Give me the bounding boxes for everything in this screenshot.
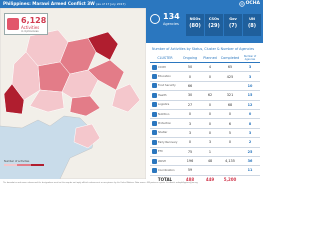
org-tile-gov — [224, 14, 242, 36]
agency-value: 134 — [163, 12, 180, 21]
planned-cell: 0 — [200, 128, 220, 137]
page-title — [3, 0, 126, 8]
agencies-cell: 36 — [240, 156, 260, 165]
agencies-cell: 2 — [240, 138, 260, 147]
agencies-cell: 3 — [240, 63, 260, 72]
planned-cell — [200, 166, 220, 175]
ongoing-cell: 50 — [180, 63, 200, 72]
cluster-name: Logistics — [158, 100, 180, 109]
title-text: Philippines: Marawi Armed Conflict 3W — [3, 1, 95, 6]
completed-cell: 321 — [220, 91, 240, 100]
ongoing-cell: 66 — [180, 81, 200, 90]
table-row — [150, 166, 260, 175]
cluster-icon-cell — [150, 109, 158, 118]
cluster-name: Education — [158, 72, 180, 81]
table-row — [150, 138, 260, 147]
agencies-cell: 12 — [240, 100, 260, 109]
completed-cell — [220, 147, 240, 156]
header-bar — [0, 0, 263, 8]
table-row — [150, 100, 260, 109]
agency-summary — [146, 8, 263, 43]
table-title: Number of Activities by Status, Cluster & Number of Agencies — [152, 47, 255, 51]
globe-icon — [239, 1, 245, 7]
table-row — [150, 109, 260, 118]
food-security-icon — [152, 83, 157, 88]
agencies-cell: 3 — [240, 72, 260, 81]
completed-cell: 65 — [220, 63, 240, 72]
health-icon — [152, 93, 157, 98]
col-header-cluster: CLUSTER — [150, 54, 180, 63]
wash-icon — [152, 159, 157, 164]
activities-stat — [4, 13, 48, 35]
org-tile-label: Gov — [229, 17, 237, 21]
ongoing-cell: 0 — [180, 109, 200, 118]
agencies-cell: 11 — [240, 166, 260, 175]
planned-cell — [200, 81, 220, 90]
legend-scale — [4, 164, 44, 166]
table-row — [150, 156, 260, 165]
org-tile-ngos — [186, 14, 204, 36]
cluster-name: Nutrition — [158, 109, 180, 118]
cluster-icon-cell — [150, 128, 158, 137]
total-planned: 449 — [200, 175, 220, 184]
early-recovery-icon — [152, 140, 157, 145]
cluster-icon-cell — [150, 147, 158, 156]
completed-cell: 6 — [220, 119, 240, 128]
ongoing-cell: 27 — [180, 100, 200, 109]
planned-cell: 0 — [200, 72, 220, 81]
logistics-icon — [152, 102, 157, 107]
logo-text: OCHA — [245, 1, 260, 6]
cluster-icon-cell — [150, 81, 158, 90]
planned-cell: 62 — [200, 91, 220, 100]
table-row — [150, 72, 260, 81]
ocha-logo — [239, 1, 260, 7]
total-completed: 5,200 — [220, 175, 240, 184]
footer-note: The boundaries and names shown and the designations used on this map do not imply official endorsement or acceptance by the United Nations. Data source: 3W partners reports. Feedback: ochaphilippines@un.org — [3, 182, 198, 184]
education-icon — [152, 74, 157, 79]
table-row — [150, 63, 260, 72]
shelter-icon — [152, 130, 157, 135]
cluster-name: Shelter — [158, 128, 180, 137]
cluster-name: Health — [158, 91, 180, 100]
ongoing-cell: 3 — [180, 128, 200, 137]
ongoing-cell: 0 — [180, 72, 200, 81]
org-tile-value: (80) — [189, 23, 201, 29]
ongoing-cell: 3 — [180, 119, 200, 128]
ongoing-cell: 30 — [180, 91, 200, 100]
col-header-completed: Completed — [220, 54, 240, 63]
col-header-ongoing: Ongoing — [180, 54, 200, 63]
agencies-cell: 25 — [240, 147, 260, 156]
cluster-name: Food Security — [158, 81, 180, 90]
completed-cell — [220, 81, 240, 90]
org-tile-value: (8) — [247, 23, 257, 29]
cluster-name: Early Recovery — [158, 138, 180, 147]
completed-cell — [220, 166, 240, 175]
planned-cell: 0 — [200, 109, 220, 118]
planned-cell: 48 — [200, 156, 220, 165]
completed-cell: 4,135 — [220, 156, 240, 165]
col-header-agencies: Number of Agencies — [240, 54, 260, 63]
cluster-icon-cell — [150, 91, 158, 100]
table-row — [150, 147, 260, 156]
ongoing-cell: 75 — [180, 147, 200, 156]
planned-cell: 4 — [200, 63, 220, 72]
total-ongoing: 488 — [180, 175, 200, 184]
table-row — [150, 128, 260, 137]
activity-icon — [7, 18, 19, 30]
legend-swatch-low — [4, 164, 17, 166]
people-icon — [150, 14, 160, 24]
cluster-name: WASH — [158, 156, 180, 165]
ongoing-cell: 59 — [180, 166, 200, 175]
planned-cell: 3 — [200, 138, 220, 147]
cluster-icon-cell — [150, 166, 158, 175]
activities-sub: in 4 provinces — [21, 30, 39, 33]
table-row — [150, 119, 260, 128]
cluster-name: Coordination — [158, 166, 180, 175]
table-row — [150, 81, 260, 90]
agencies-cell: 3 — [240, 128, 260, 137]
completed-cell: 0 — [220, 109, 240, 118]
cluster-icon-cell — [150, 156, 158, 165]
cluster-icon-cell — [150, 119, 158, 128]
ongoing-cell: 0 — [180, 138, 200, 147]
agencies-cell: 10 — [240, 81, 260, 90]
org-tile-label: UN — [249, 17, 255, 21]
activities-table — [150, 54, 260, 184]
stats-panel — [146, 8, 263, 183]
org-tile-label: CSOs — [208, 17, 220, 21]
cluster-icon-cell — [150, 138, 158, 147]
activities-count: 6,128 — [21, 16, 47, 25]
table-row — [150, 91, 260, 100]
legend-swatch-high — [31, 164, 44, 166]
protection-icon — [152, 121, 157, 126]
ongoing-cell: 196 — [180, 156, 200, 165]
cluster-icon-cell — [150, 72, 158, 81]
cluster-name: Protection — [158, 119, 180, 128]
title-date: (as of 17 July 2017) — [96, 2, 126, 6]
cluster-name: ETC — [158, 147, 180, 156]
agencies-cell: 15 — [240, 91, 260, 100]
completed-cell: 68 — [220, 100, 240, 109]
etc-icon — [152, 149, 157, 154]
completed-cell: 0 — [220, 138, 240, 147]
org-tile-un — [243, 14, 261, 36]
completed-cell: 5 — [220, 128, 240, 137]
coordination-icon — [152, 168, 157, 173]
map-legend — [4, 160, 44, 166]
cluster-name: CCCM — [158, 63, 180, 72]
agency-label: Agencies — [163, 22, 179, 26]
agencies-cell: 8 — [240, 119, 260, 128]
agencies-cell: 0 — [240, 109, 260, 118]
total-label: TOTAL — [150, 175, 180, 184]
agency-count — [150, 12, 184, 36]
activities-label: Activities — [21, 25, 40, 30]
org-tile-label: NGOs — [189, 17, 201, 21]
legend-title: Number of activities — [4, 160, 30, 163]
nutrition-icon — [152, 112, 157, 117]
planned-cell: 0 — [200, 100, 220, 109]
cluster-icon-cell — [150, 63, 158, 72]
completed-cell: 425 — [220, 72, 240, 81]
cccm-icon — [152, 65, 157, 70]
org-tile-value: (29) — [208, 23, 220, 29]
planned-cell: 0 — [200, 119, 220, 128]
legend-swatch-mid — [17, 164, 30, 166]
org-tile-csos — [205, 14, 223, 36]
col-header-planned: Planned — [200, 54, 220, 63]
table-header-row — [150, 54, 260, 63]
planned-cell: 1 — [200, 147, 220, 156]
cluster-icon-cell — [150, 100, 158, 109]
org-tile-value: (7) — [228, 23, 238, 29]
